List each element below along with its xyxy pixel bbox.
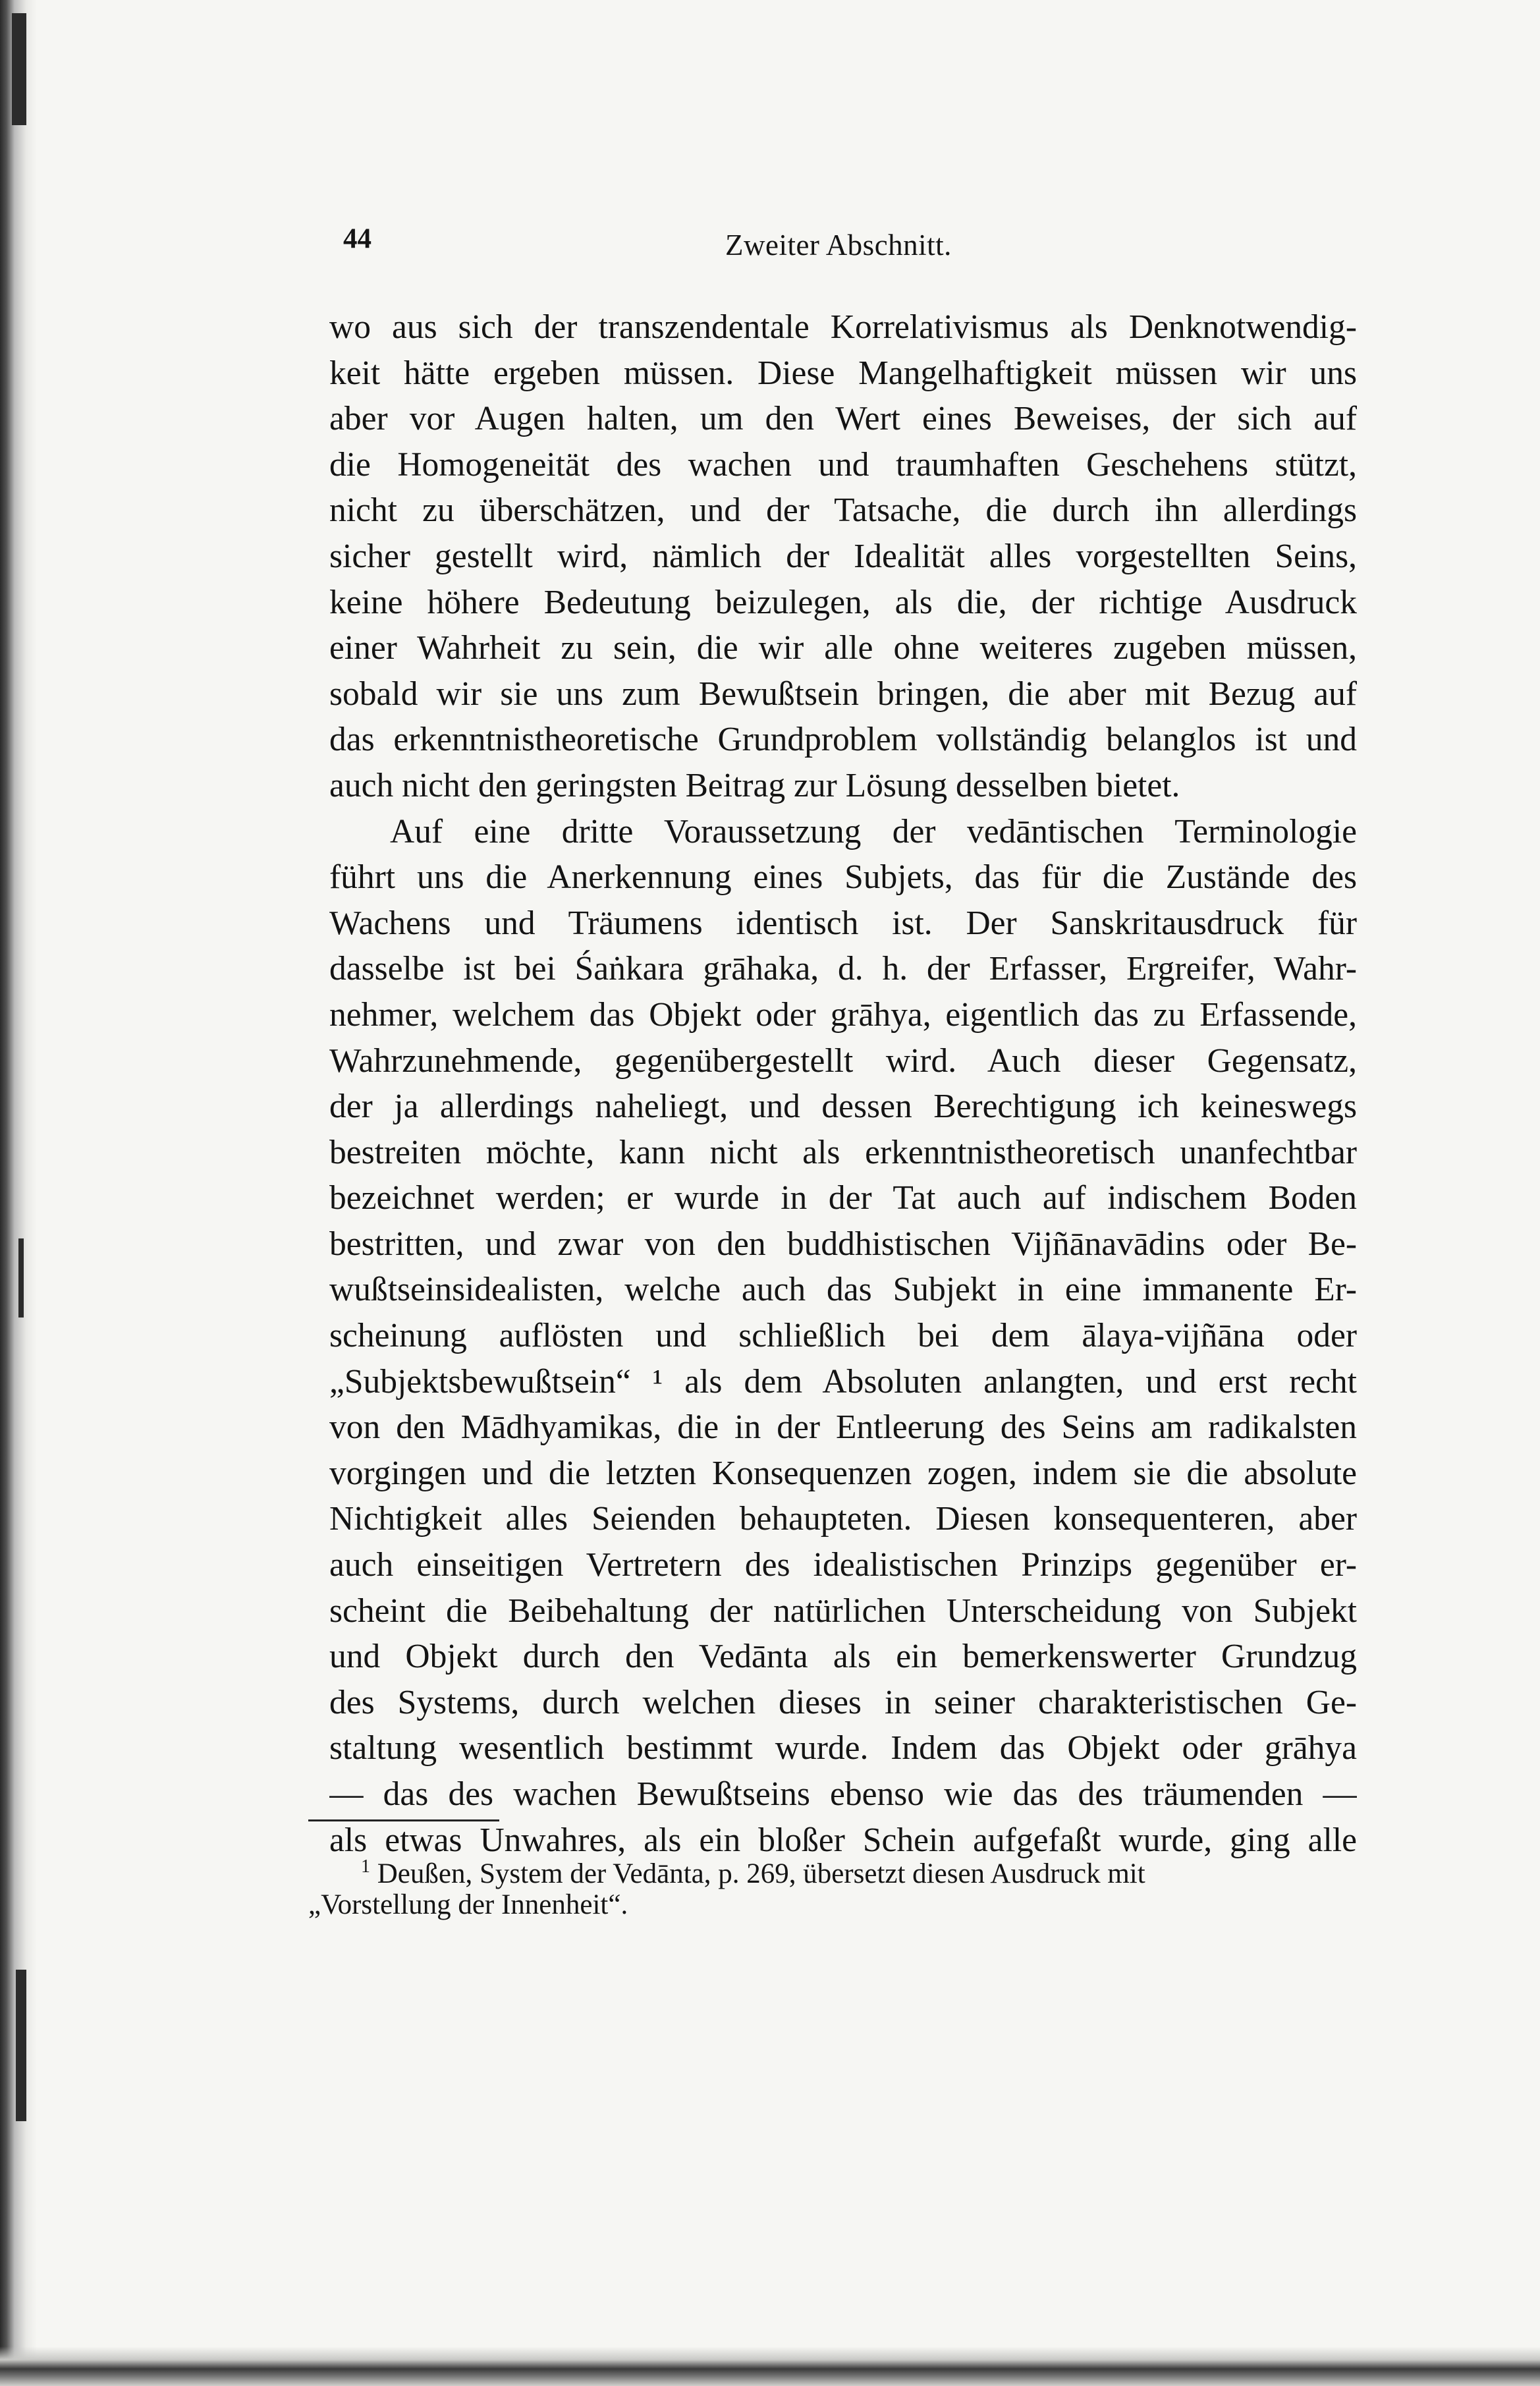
footnote-marker: 1: [361, 1856, 370, 1877]
text-line: der ja allerdings naheliegt, und dessen Berechtigung ich keineswegs: [329, 1088, 1357, 1126]
text-line: nicht zu überschätzen, und der Tatsache, die durch ihn allerdings: [329, 491, 1357, 530]
text-line: aber vor Augen halten, um den Wert eines Beweises, der sich auf: [329, 400, 1357, 438]
text-line: staltung wesentlich bestimmt wurde. Indem das Objekt oder grāhya: [329, 1729, 1357, 1767]
text-line: wußtseinsidealisten, welche auch das Subjekt in eine immanente Er-: [329, 1271, 1357, 1309]
text-line: nehmer, welchem das Objekt oder grāhya, eigentlich das zu Erfassende,: [329, 995, 1357, 1034]
text-line: dasselbe ist bei Śaṅkara grāhaka, d. h. der Erfasser, Ergreifer, Wahr-: [329, 950, 1357, 988]
text-line: vorgingen und die letzten Konsequenzen zogen, indem sie die absolute: [329, 1454, 1357, 1492]
text-line: scheinung auflösten und schließlich bei dem ālaya-vijñāna oder: [329, 1317, 1357, 1355]
scan-margin-mark: [18, 1238, 24, 1318]
text-line: wo aus sich der transzendentale Korrelativismus als Denknotwendig-: [329, 308, 1357, 346]
text-line: und Objekt durch den Vedānta als ein bemerkenswerter Grundzug: [329, 1638, 1357, 1676]
text-line: sicher gestellt wird, nämlich der Idealität alles vorgestellten Seins,: [329, 537, 1357, 575]
text-line: Wachens und Träumens identisch ist. Der Sanskritausdruck für: [329, 904, 1357, 942]
text-line: einer Wahrheit zu sein, die wir alle ohne weiteres zugeben müssen,: [329, 629, 1357, 667]
footnote-text: Deußen, System der Vedānta, p. 269, übersetzt diesen Ausdruck mit: [377, 1858, 1145, 1889]
text-line: auch nicht den geringsten Beitrag zur Lösung desselben bietet.: [329, 766, 1180, 804]
scan-bottom-edge: [0, 2346, 1540, 2386]
paragraph-1: [329, 304, 1357, 809]
text-line: sobald wir sie uns zum Bewußtsein bringen, die aber mit Bezug auf: [329, 675, 1357, 713]
footnote: [308, 1848, 1333, 1924]
text-line: keit hätte ergeben müssen. Diese Mangelhaftigkeit müssen wir uns: [329, 354, 1357, 392]
footnote-line: „Vorstellung der Innenheit“.: [308, 1889, 628, 1920]
text-line: des Systems, durch welchen dieses in seiner charakteristischen Ge-: [329, 1683, 1357, 1721]
text-line: bezeichnet werden; er wurde in der Tat auch auf indischem Boden: [329, 1179, 1357, 1217]
text-line: führt uns die Anerkennung eines Subjets, das für die Zustände des: [329, 858, 1357, 897]
text-line: keine höhere Bedeutung beizulegen, als die, der richtige Ausdruck: [329, 583, 1357, 621]
footnote-line: [308, 1848, 1333, 1889]
text-line: Wahrzunehmende, gegenübergestellt wird. Auch dieser Gegensatz,: [329, 1041, 1357, 1080]
text-line: die Homogeneität des wachen und traumhaften Geschehens stützt,: [329, 445, 1357, 484]
text-line: Nichtigkeit alles Seienden behaupteten. Diesen konsequenteren, aber: [329, 1500, 1357, 1538]
paragraph-2: [329, 809, 1357, 1864]
footnote-rule: [308, 1819, 499, 1821]
text-line: bestreiten möchte, kann nicht als erkenntnistheoretisch unanfechtbar: [329, 1133, 1357, 1171]
text-line: — das des wachen Bewußtseins ebenso wie das des träumenden —: [329, 1775, 1357, 1813]
text-line: bestritten, und zwar von den buddhistischen Vijñānavādins oder Be-: [329, 1225, 1357, 1263]
scan-margin-mark: [12, 13, 26, 125]
text-line: scheint die Beibehaltung der natürlichen Unterscheidung von Subjekt: [329, 1592, 1357, 1630]
text-line: von den Mādhyamikas, die in der Entleerung des Seins am radikalsten: [329, 1408, 1357, 1447]
text-line: auch einseitigen Vertretern des idealistischen Prinzips gegenüber er-: [329, 1546, 1357, 1584]
text-line: „Subjektsbewußtsein“ ¹ als dem Absoluten anlangten, und erst recht: [329, 1362, 1357, 1401]
page-header: [339, 223, 1340, 275]
page-number: 44: [343, 223, 371, 254]
text-line: das erkenntnistheoretische Grundproblem vollständig belanglos ist und: [329, 721, 1357, 759]
running-head: Zweiter Abschnitt.: [725, 229, 952, 262]
scan-margin-mark: [16, 1970, 26, 2121]
text-line: als etwas Unwahres, als ein bloßer Schein aufgefaßt wurde, ging alle: [329, 1821, 1357, 1859]
body-text: [329, 304, 1357, 1863]
text-line: Auf eine dritte Voraussetzung der vedāntischen Terminologie: [390, 812, 1357, 850]
